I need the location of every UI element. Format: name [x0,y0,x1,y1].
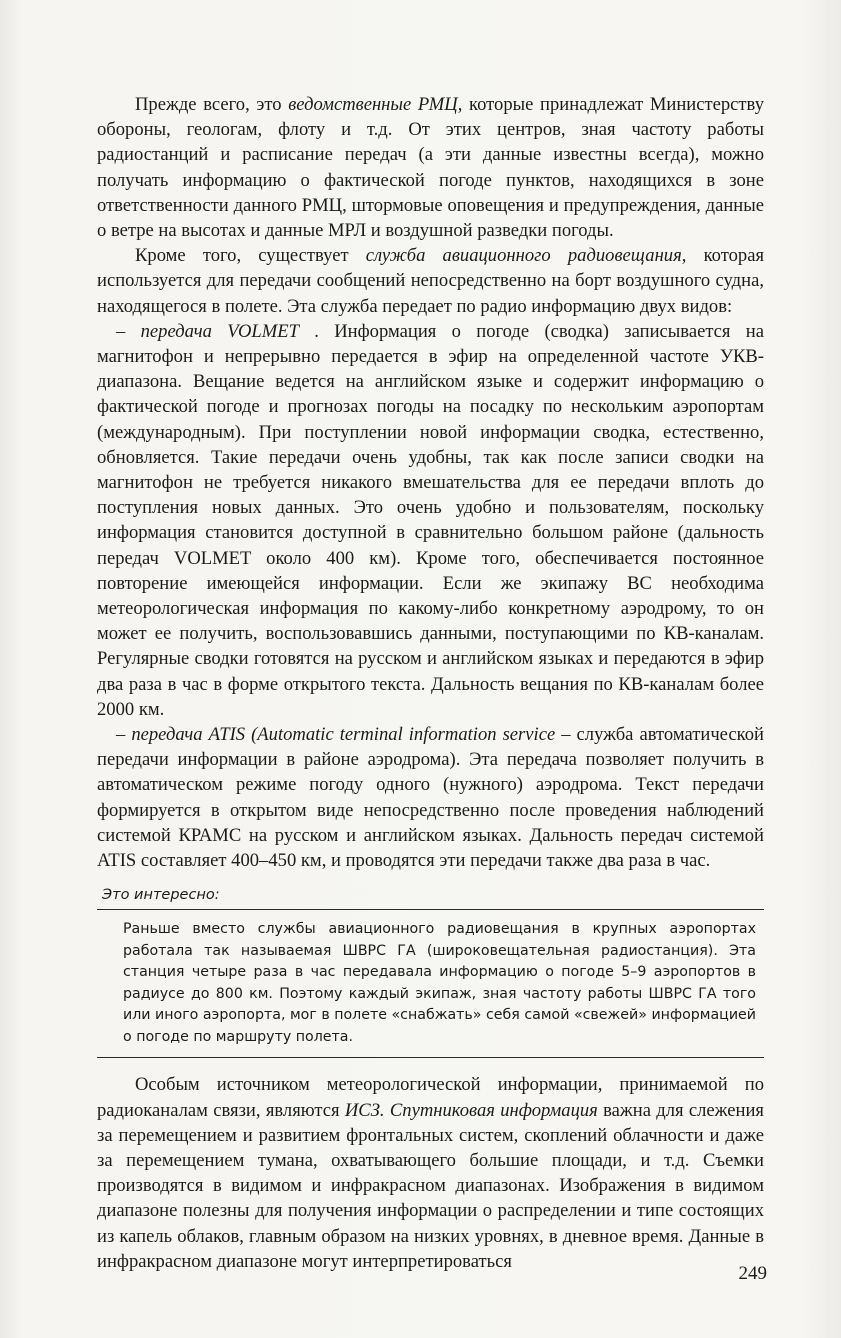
paragraph-volmet [97,319,764,722]
emphasis-term: передача VOLMET [140,320,299,342]
list-dash: – [116,724,132,746]
note-title: Это интересно: [102,887,220,904]
list-dash: – [116,320,141,342]
paragraph-atis [97,722,764,873]
paragraph-text: Прежде всего, это [135,94,289,115]
emphasis-term: ведомственные РМЦ [288,94,458,115]
main-text [97,92,764,1274]
paragraph-text: , которые принадлежат Министерству обороны, геологам, флоту и т.д. От этих центров, зная частоту работы радиостанций и расписание передач (а эти данные известны всегда), можно получать информацию о фактической погоде пунктов, находящихся в зоне ответственности данного РМЦ, штормовые оповещения и предупреждения, данные о ветре на высотах и данные МРЛ и воздушной разведки погоды. [97,94,764,242]
paragraph-aviation-broadcast [97,243,764,319]
paragraph-departmental-centers [97,92,764,243]
emphasis-term: ИСЗ. Спутниковая информация [344,1099,598,1121]
emphasis-term: служба авиационного радиовещания [365,245,682,267]
page-number: 249 [738,1263,767,1284]
paragraph-text: важна для слежения за перемещением и развитием фронтальных систем, скоплений облачности и даже за перемещением тумана, охватывающего большие площади, и т.д. Съемки производятся в видимом и инфракрасном диапазонах. Изображения в видимом диапазоне полезны для получения информации о распределении и типе состоящих из капель облаков, главным образом на низких уровнях, в дневное время. Данные в инфракрасном диапазоне могут интерпретироваться [97,1099,764,1272]
note-box: Раньше вместо службы авиационного радиовещания в крупных аэропортах работала так называемая ШВРС ГА (широковещательная радиостанция). Эта станция четыре раза в час передавала информацию о погоде 5–9 аэропортов в радиусе до 800 км. Поэтому каждый экипаж, зная частоту работы ШВРС ГА того или иного аэропорта, мог в полете «снабжать» себя самой «свежей» информацией о погоде по маршруту полета. [97,909,764,1058]
paragraph-text: . Информация о погоде (сводка) записывается на магнитофон и непрерывно передается в эфир на определенной частоте УКВ-диапазона. Вещание ведется на английском языке и содержит информацию о фактической погоде и прогнозах погоды на посадку по нескольким аэропортам (международным). При поступлении новой информации сводка, естественно, обновляется. Такие передачи очень удобны, так как после записи сводки на магнитофон не требуется никакого вмешательства для ее передачи вплоть до поступления новых данных. Это очень удобно и пользователям, поскольку информация становится доступной в сравнительно большом районе (дальность передач VOLMET около 400 км). Кроме того, обеспечивается постоянное повторение имеющейся информации. Если же экипажу ВС необходима метеорологическая информация по какому-либо конкретному аэродрому, то он может ее получить, воспользовавшись данными, поступающими по КВ-каналам. Регулярные сводки готовятся на русском и английском языках и передаются в эфир два раза в час в форме открытого текста. Дальность вещания по КВ-каналам более 2000 км. [97,320,765,720]
paragraph-text: – служба автоматической передачи информации в районе аэродрома). Эта передача позволяет получить в автоматическом режиме погоду одного (нужного) аэродрома. Текст передачи формируется в открытом виде непосредственно после проведения наблюдений системой КРАМС на русском и английском языках. Дальность передач системой ATIS составляет 400–450 км, и проводятся эти передачи также два раза в час. [97,724,764,872]
paragraph-text: Особым источником метеорологической информации, принимаемой по радиоканалам связи, являются [97,1074,764,1121]
paragraph-text: , которая используется для передачи сообщений непосредственно на борт воздушного судна, находящегося в полете. Эта служба передает по радио информацию двух видов: [97,245,764,317]
paragraph-satellite [97,1072,764,1274]
emphasis-term: передача ATIS (Automatic terminal information service [131,724,556,746]
paragraph-text: Кроме того, существует [135,245,366,267]
